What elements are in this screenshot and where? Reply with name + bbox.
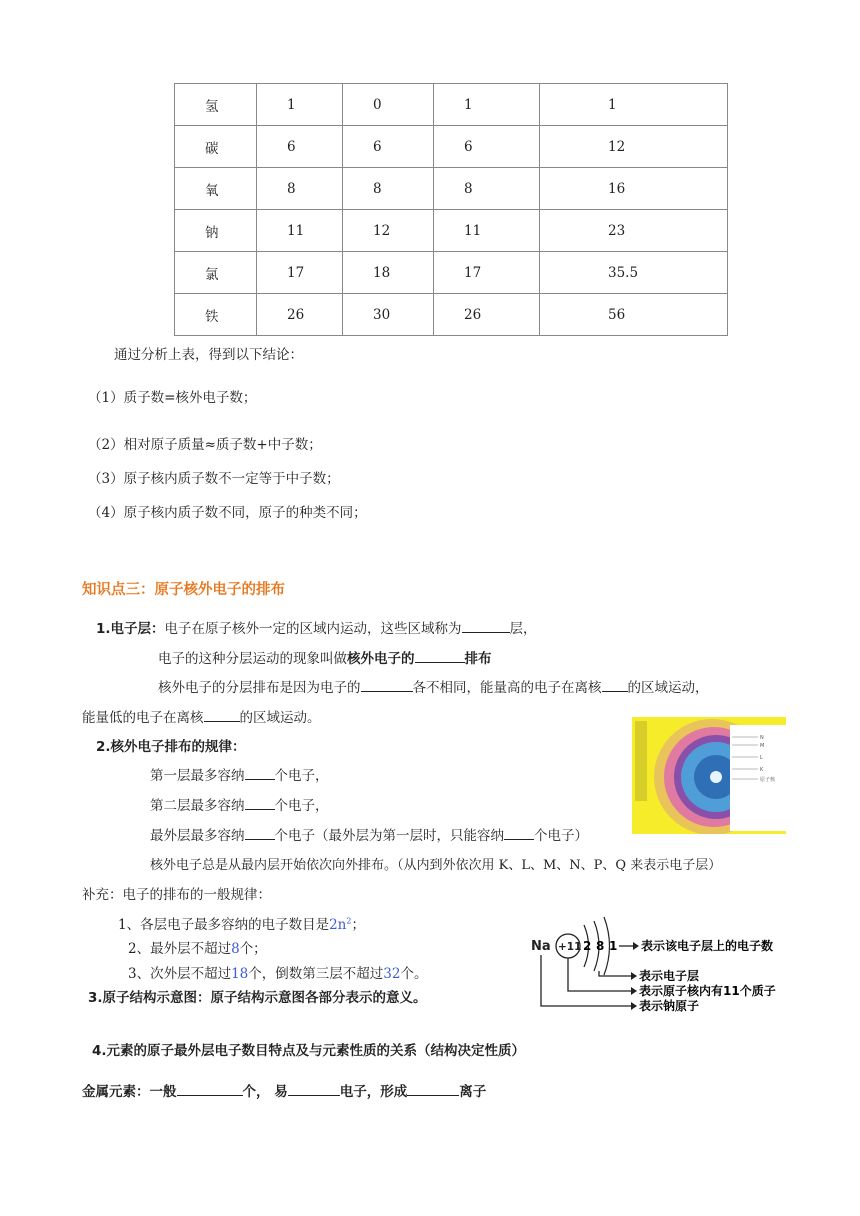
p1-line2	[158, 647, 492, 667]
p4-title: 4.元素的原子最外层电子数目特点及与元素性质的关系（结构决定性质）	[92, 1043, 526, 1059]
table-cell: 6	[434, 126, 540, 168]
table-row	[175, 168, 728, 210]
rule1-a: 第一层最多容纳	[150, 768, 245, 784]
table-cell: 30	[343, 294, 434, 336]
table-row	[175, 126, 728, 168]
supplement-title: 补充：电子的排布的一般规律：	[82, 887, 271, 903]
table-row	[175, 294, 728, 336]
label-shell: 表示电子层	[639, 969, 700, 983]
conclusion-1: （1）质子数=核外电子数；	[88, 390, 257, 406]
label-protons: 表示原子核内有11个质子	[639, 984, 776, 998]
electron-order: 核外电子总是从最内层开始依次向外排布。（从内到外依次用 K、L、M、N、P、Q 来表示电子层）	[150, 858, 722, 873]
element-data-table	[174, 83, 728, 336]
table-row	[175, 84, 728, 126]
p2-label: 2.核外电子排布的规律：	[96, 739, 246, 755]
rule3-c: 个电子）	[534, 828, 588, 844]
blank-field[interactable]	[177, 1081, 243, 1096]
table-cell: 8	[257, 168, 343, 210]
metal-c: 电子，形成	[339, 1084, 408, 1100]
blank-field[interactable]	[504, 825, 534, 840]
item3-num1: 18	[231, 966, 249, 982]
label-atom: 表示钠原子	[639, 999, 700, 1013]
element-name-cell: 钠	[175, 210, 257, 252]
atom-shell-image	[632, 717, 786, 834]
label-electrons: 表示该电子层上的电子数	[641, 939, 774, 953]
p1-line3	[158, 676, 709, 696]
table-row	[175, 252, 728, 294]
p1-line2-bold-b: 排布	[464, 651, 492, 667]
formula-2n2: $2n^2$	[329, 916, 352, 933]
shell-count-2: 8	[596, 939, 605, 953]
p1-label: 1.电子层：	[96, 621, 165, 637]
atom-shell-label: K	[760, 767, 764, 773]
table-cell: 0	[343, 84, 434, 126]
supplement-item-2	[128, 937, 267, 957]
item2-num: 8	[231, 941, 240, 957]
table-cell: 23	[540, 210, 728, 252]
p1-line3-b: 各不相同，能量高的电子在离核	[412, 680, 602, 696]
table-cell: 8	[434, 168, 540, 210]
atom-shell-label: 原子核	[760, 777, 776, 783]
table-cell: 12	[343, 210, 434, 252]
item2-b: 个；	[239, 941, 267, 957]
table-cell: 6	[257, 126, 343, 168]
table-cell: 26	[257, 294, 343, 336]
p1-line4	[82, 706, 321, 726]
p1-text-b: 层，	[509, 621, 537, 637]
table-cell: 8	[343, 168, 434, 210]
na-symbol: Na	[531, 939, 551, 954]
blank-field[interactable]	[407, 1081, 459, 1096]
nucleus-charge: +11	[558, 941, 582, 953]
table-cell: 26	[434, 294, 540, 336]
blank-field[interactable]	[245, 795, 275, 810]
element-name-cell: 铁	[175, 294, 257, 336]
table-cell: 1	[257, 84, 343, 126]
conclusion-3: （3）原子核内质子数不一定等于中子数；	[88, 471, 340, 487]
table-cell: 17	[257, 252, 343, 294]
rule1-b: 个电子，	[274, 768, 329, 784]
rule2-a: 第二层最多容纳	[150, 798, 245, 814]
rule-1	[150, 764, 329, 784]
blank-field[interactable]	[415, 648, 465, 663]
analysis-intro: 通过分析上表，得到以下结论：	[114, 347, 303, 363]
conclusion-4: （4）原子核内质子数不同，原子的种类不同；	[88, 505, 367, 521]
p1-line4-a: 能量低的电子在离核	[82, 710, 204, 726]
blank-field[interactable]	[602, 677, 628, 692]
blank-field[interactable]	[245, 825, 275, 840]
element-name-cell: 氢	[175, 84, 257, 126]
table-cell: 6	[343, 126, 434, 168]
table-cell: 17	[434, 252, 540, 294]
metal-line	[82, 1080, 486, 1100]
item1-a: 1、各层电子最多容纳的电子数目是	[118, 917, 330, 933]
element-name-cell: 碳	[175, 126, 257, 168]
table-cell: 11	[434, 210, 540, 252]
blank-field[interactable]	[204, 707, 240, 722]
table-cell: 35.5	[540, 252, 728, 294]
p1-line4-b: 的区域运动。	[239, 710, 321, 726]
p1-line3-c: 的区域运动，	[627, 680, 709, 696]
table-cell: 11	[257, 210, 343, 252]
atom-shell-label: M	[760, 743, 765, 749]
table-cell: 12	[540, 126, 728, 168]
atom-shell-label: N	[760, 735, 764, 741]
item3-b: 个，倒数第三层不超过	[248, 966, 384, 982]
element-name-cell: 氧	[175, 168, 257, 210]
na-structure-diagram	[531, 905, 811, 1021]
rule-3	[150, 824, 588, 844]
table-cell: 16	[540, 168, 728, 210]
metal-d: 离子	[459, 1084, 487, 1100]
item2-a: 2、最外层不超过	[128, 941, 232, 957]
section-heading: 知识点三：原子核外电子的排布	[82, 582, 285, 598]
metal-a: 金属元素：一般	[82, 1084, 177, 1100]
p1-line3-a: 核外电子的分层排布是因为电子的	[158, 680, 361, 696]
p1-text-a: 电子在原子核外一定的区域内运动，这些区域称为	[164, 621, 462, 637]
image-caption-strip	[635, 721, 647, 801]
rule3-b: 个电子（最外层为第一层时，只能容纳	[274, 828, 504, 844]
table-cell: 1	[540, 84, 728, 126]
blank-field[interactable]	[288, 1081, 340, 1096]
item3-a: 3、次外层不超过	[128, 966, 232, 982]
p1-line2-a: 电子的这种分层运动的现象叫做	[158, 651, 347, 667]
table-cell: 1	[434, 84, 540, 126]
blank-field[interactable]	[462, 618, 510, 633]
table-row	[175, 210, 728, 252]
shell-count-1: 2	[583, 939, 592, 953]
rule2-b: 个电子，	[274, 798, 329, 814]
atom-shell-drawing	[632, 717, 786, 834]
p1-line1	[96, 617, 537, 637]
item3-num2: 32	[383, 966, 401, 982]
table-cell: 56	[540, 294, 728, 336]
rule3-a: 最外层最多容纳	[150, 828, 245, 844]
element-name-cell: 氯	[175, 252, 257, 294]
rule-2	[150, 794, 329, 814]
supplement-item-3	[128, 962, 427, 982]
shell-count-3: 1	[609, 939, 618, 953]
item1-b: ；	[351, 917, 365, 933]
metal-b: 个， 易	[242, 1084, 288, 1100]
p1-line2-bold-a: 核外电子的	[347, 651, 415, 667]
conclusion-2: （2）相对原子质量≈质子数+中子数；	[88, 437, 322, 453]
na-diagram-svg	[531, 905, 811, 1017]
atom-shell-label: L	[760, 755, 763, 761]
item3-c: 个。	[400, 966, 428, 982]
blank-field[interactable]	[361, 677, 413, 692]
table-cell: 18	[343, 252, 434, 294]
blank-field[interactable]	[245, 765, 275, 780]
cutaway-panel	[730, 725, 786, 831]
p3-title: 3.原子结构示意图：原子结构示意图各部分表示的意义。	[88, 990, 427, 1006]
supplement-item-1	[118, 913, 365, 933]
